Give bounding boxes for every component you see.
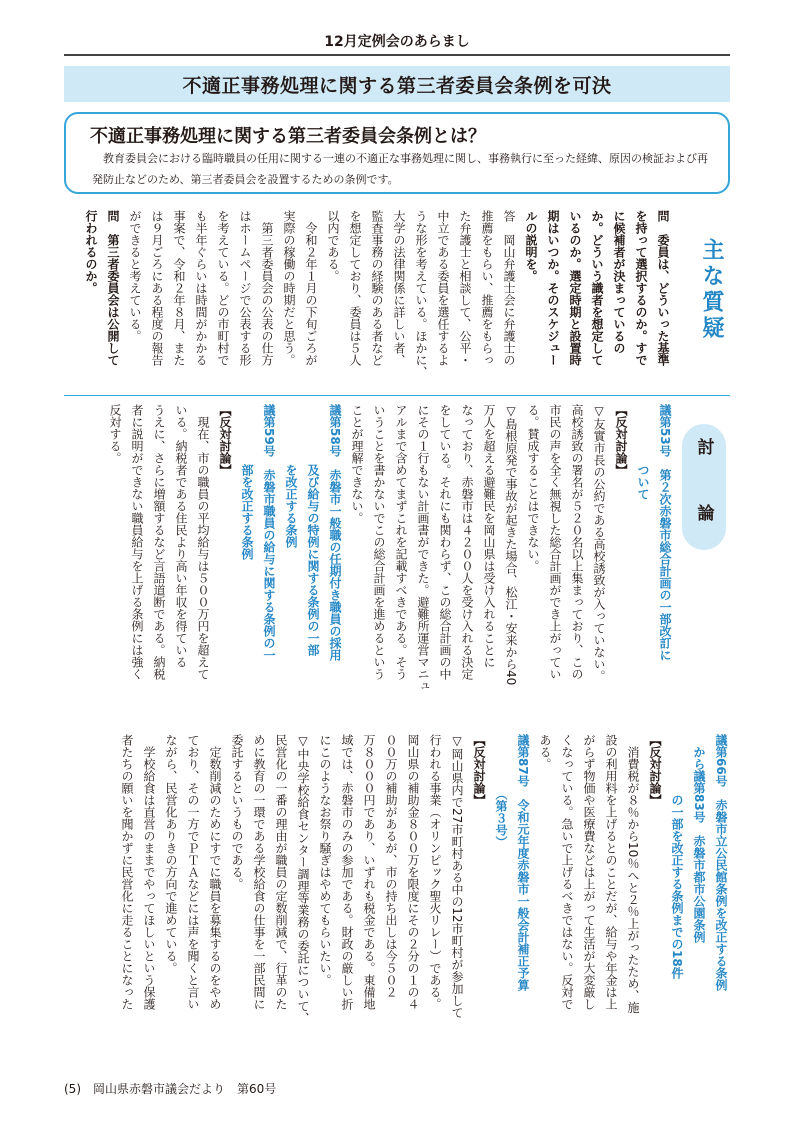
text-line: 定数削減のためにすでに職員を募集するのをやめ — [208, 734, 222, 1010]
debate-heading: 討 論 — [682, 424, 726, 550]
text-line: ００万の補助があるが、市の持ち出しは今５０２ — [384, 734, 398, 998]
text-line: 第三者委員会の公表の仕方 — [260, 210, 274, 366]
text-line: くなっている。急いで上げるべきではない。反対で — [560, 734, 574, 1010]
text-line: を改正する条例 — [284, 404, 298, 548]
text-line: 【反対討論】 — [472, 734, 486, 806]
qa-columns — [76, 210, 674, 386]
debate-columns-top — [76, 404, 676, 722]
text-line: を持って選択するのか。すで — [634, 210, 648, 366]
text-line: 令和２年１月の下旬ごろが — [304, 210, 318, 366]
text-line: がらず物価や医療費などは上がって生活が大変厳し — [582, 734, 596, 1010]
text-line: ながら、民営化ありきの方向で進めている。 — [164, 734, 178, 974]
text-line: アルまで含めてまずこれを記載すべきである。そう — [394, 404, 408, 680]
text-line: はホームページで公表する形 — [238, 210, 252, 366]
text-line: 議第66号 赤磐市立公民館条例を改正する条例 — [714, 734, 728, 991]
text-line: から議第83号 赤磐市都市公園条例 — [692, 734, 706, 943]
text-line: ルの説明を。 — [524, 210, 538, 282]
text-line: 設の利用料を上げるとのことだが、給与や年金は上 — [604, 734, 618, 1010]
text-line: ▽友實市長の公約である高校誘致が入っていない。 — [592, 404, 606, 682]
text-line: ができると考えている。 — [128, 210, 142, 342]
text-line: 消費税が８％から10％へと２％上がったため、施 — [626, 734, 640, 1014]
text-line: 高校誘致の署名が５２０名以上集まっており、この — [570, 404, 584, 680]
text-line: 問 第三者委員会は公開して — [106, 210, 120, 366]
text-line: も半年ぐらいは時間がかかる — [194, 210, 208, 366]
text-line: いる。納税者である住民より高い年収を得ている — [174, 404, 188, 668]
text-line: 民営化の一番の理由が職員の定数削減で、行革のた — [274, 734, 288, 1010]
text-line: 議第59号 赤磐市職員の給与に関する条例の一 — [262, 404, 276, 661]
text-line: 問 委員は、どういった基準 — [656, 210, 670, 366]
text-line: 【反対討論】 — [648, 734, 662, 806]
text-line: 事案で、令和２年８月、また — [172, 210, 186, 366]
text-line: にこのようなお祭り騒ぎはやめてもらいたい。 — [318, 734, 332, 986]
text-line: 現在、市の職員の平均給与は５００万円を超えて — [196, 404, 210, 680]
text-line: 部を改正する条例 — [240, 404, 254, 560]
text-line: めに教育の一環である学校給食の仕事を一部民間に — [252, 734, 266, 1010]
text-line: を想定しており、委員は５人 — [348, 210, 362, 366]
text-line: ▽中央学校給食センター調理等業務の委託について、 — [296, 734, 310, 1024]
text-line: 市民の声を全く無視した総合計画ができ上がってい — [548, 404, 562, 680]
text-line: に候補者が決まっているの — [612, 210, 626, 354]
text-line: ある。 — [538, 734, 552, 770]
text-line: いうことを書かないでこの総合計画を進めるという — [372, 404, 386, 680]
text-line: 実際の稼働の時期だと思う。 — [282, 210, 296, 366]
text-line: 域では、赤磐市のみの参加である。財政の厳しい折 — [340, 734, 354, 1010]
text-line: 以内である。 — [326, 210, 340, 282]
debate-columns-bottom — [76, 734, 732, 1064]
text-line: いるのか。選定時期と設置時 — [568, 210, 582, 366]
text-line: 大学の法律関係に詳しい者、 — [392, 210, 406, 366]
text-line: 行われるのか。 — [84, 210, 98, 294]
text-line: うえに、さらに増額するなど言語道断である。納税 — [152, 404, 166, 680]
text-line: 万８０００円であり、いずれも税金である。東備地 — [362, 734, 376, 1010]
text-line: 答 岡山弁護士会に弁護士の — [502, 210, 516, 366]
text-line: 期はいつか。そのスケジュー — [546, 210, 560, 366]
text-line: は９月ごろにある程度の報告 — [150, 210, 164, 366]
definition-body: 教育委員会における臨時職員の任用に関する一連の不適正な事務処理に関し、事務執行に至った経緯、原因の検証および再発防止などのため、第三者委員会を設置するための条例です。 — [92, 152, 708, 186]
qa-heading: 主な質疑 — [699, 238, 724, 342]
text-line: 学校給食は直営のままでやってほしいという保護 — [142, 734, 156, 1010]
page-footer: (5) 岡山県赤磐市議会だより 第60号 — [64, 1082, 277, 1096]
text-line: をしている。それにも関わらず、この総合計画の中 — [438, 404, 452, 680]
article-banner: 不適正事務処理に関する第三者委員会条例を可決 — [64, 66, 730, 102]
text-line: ▽岡山県内で27市町村ある中の12市町村が参加して — [450, 734, 464, 1019]
section-divider — [64, 395, 730, 396]
definition-box — [64, 112, 730, 194]
text-line: ことが理解できない。 — [350, 404, 364, 524]
text-line: 監査事務の経験のある者など — [370, 210, 384, 366]
text-line: の一部を改正する条例までの18件 — [670, 734, 684, 979]
text-line: ついて — [636, 404, 650, 500]
text-line: 万人を超える避難民を岡山県は受け入れることに — [482, 404, 496, 668]
page-header-title: 12月定例会のあらまし — [324, 34, 470, 50]
text-line: か。どういう識者を想定して — [590, 210, 604, 366]
definition-title: 不適正事務処理に関する第三者委員会条例とは？ — [90, 126, 486, 147]
text-line: 行われる事業（オリンピック聖火リレー）である。 — [428, 734, 442, 1010]
text-line: 【反対討論】 — [218, 404, 232, 476]
text-line: を考えている。どの市町村で — [216, 210, 230, 366]
text-line: 議第87号 令和元年度赤磐市一般会計補正予算 — [516, 734, 530, 991]
text-line: （第３号） — [494, 734, 508, 848]
text-line: うな形を考えている。ほかに、 — [414, 210, 428, 378]
text-line: ており、その一方でＰＴＡなどには声を聞くと言い — [186, 734, 200, 1010]
text-line: る。賛成することはできない。 — [526, 404, 540, 572]
text-line: 者たちの願いを聞かずに民営化に走ることになった — [120, 734, 134, 1010]
text-line: 議第53号 第２次赤磐市総合計画の一部改訂に — [658, 404, 672, 661]
text-line: 議第58号 赤磐市一般職の任期付き職員の採用 — [328, 404, 342, 661]
text-line: た弁護士と相談して、公平・ — [458, 210, 472, 366]
text-line: 中立である委員を選任するよ — [436, 210, 450, 366]
text-line: 反対する。 — [108, 404, 122, 464]
text-line: なっており、赤磐市は４２００人を受け入れる決定 — [460, 404, 474, 680]
text-line: 推薦をもらい、推薦をもらっ — [480, 210, 494, 366]
text-line: 者に説明ができない職員給与を上げる条例には強く — [130, 404, 144, 680]
text-line: ▽島根原発で事故が起きた場合、松江・安来から40 — [504, 404, 518, 686]
text-line: にその１行もない計画書ができた。避難所運営マニュ — [416, 404, 430, 692]
text-line: 岡山県の補助金８００万を限度にその２分の１の４ — [406, 734, 420, 1010]
text-line: 【反対討論】 — [614, 404, 628, 476]
text-line: 委託するというものである。 — [230, 734, 244, 890]
header-rule — [64, 54, 730, 56]
text-line: 及び給与の特例に関する条例の一部 — [306, 404, 320, 656]
